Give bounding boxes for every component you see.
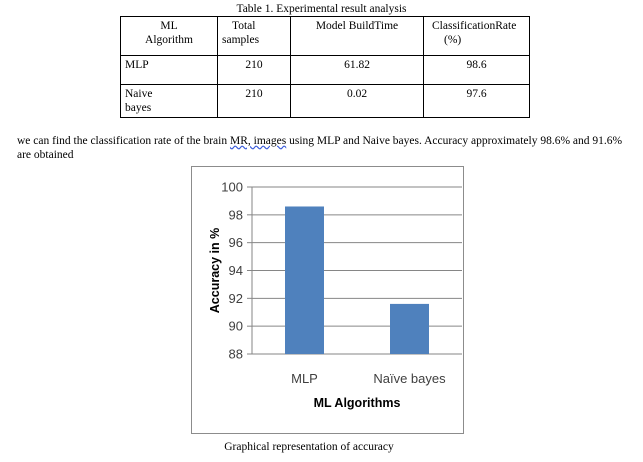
cell-algorithm [121, 85, 218, 118]
y-tick-label: 98 [228, 207, 243, 223]
table-row [121, 56, 530, 85]
bar [285, 206, 324, 354]
table-row [121, 85, 530, 118]
header-algorithm-line2: Algorithm [145, 34, 193, 46]
y-tick-label: 92 [228, 290, 243, 306]
cell-algorithm [121, 56, 218, 85]
cell-algorithm-line1: MLP [125, 59, 149, 71]
cell-build-time: 0.02 [291, 85, 424, 118]
header-samples-line2: samples [222, 34, 260, 46]
cell-rate: 98.6 [424, 56, 530, 85]
header-samples [218, 17, 291, 56]
cell-samples: 210 [218, 85, 291, 118]
cell-rate: 97.6 [424, 85, 530, 118]
table-header-row [121, 17, 530, 56]
paragraph-text-before: we can find the classification rate of the brain [17, 135, 230, 147]
header-algorithm-line1: ML [160, 20, 178, 32]
header-rate [424, 17, 530, 56]
x-category-label: MLP [291, 371, 318, 386]
y-tick-label: 90 [228, 318, 243, 334]
paragraph-text-after: using MLP and Naive bayes. Accuracy approximately 98.6% and 91.6% are obtained [17, 135, 623, 161]
accuracy-chart [191, 166, 464, 434]
figure-caption: Graphical representation of accuracy [224, 441, 394, 453]
header-algorithm [121, 17, 218, 56]
body-paragraph [17, 134, 637, 162]
y-tick-label: 96 [228, 235, 243, 251]
misspelled-word: MR, images [229, 135, 287, 147]
table-caption: Table 1. Experimental result analysis [236, 3, 407, 15]
cell-build-time: 61.82 [291, 56, 424, 85]
x-axis-title: ML Algorithms [313, 396, 401, 410]
header-build-time [291, 17, 424, 56]
header-rate-line1: ClassificationRate [432, 20, 517, 32]
y-axis-title: Accuracy in % [208, 227, 222, 314]
header-rate-line2: (%) [444, 34, 462, 46]
cell-samples: 210 [218, 56, 291, 85]
bar [390, 304, 429, 354]
x-category-label: Naïve bayes [373, 371, 446, 386]
y-tick-label: 94 [228, 263, 243, 278]
y-tick-label: 88 [228, 346, 243, 362]
cell-algorithm-line1: Naive [125, 88, 153, 100]
accuracy-chart-svg [192, 167, 463, 433]
y-tick-label: 100 [221, 179, 243, 195]
result-table [120, 16, 530, 118]
header-build-time-text: Model BuildTime [315, 20, 399, 32]
header-samples-line1: Total [232, 20, 256, 32]
cell-algorithm-line2: bayes [125, 102, 152, 114]
